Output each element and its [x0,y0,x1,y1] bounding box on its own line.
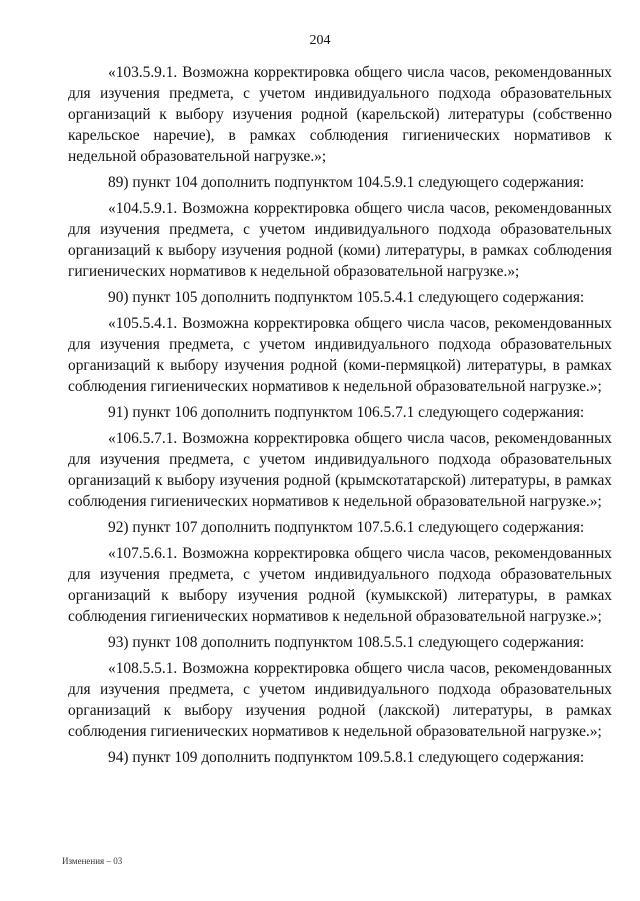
paragraph-instruction-93: 93) пункт 108 дополнить подпунктом 108.5.5.1 следующего содержания: [108,634,585,651]
paragraph-instruction-92: 92) пункт 107 дополнить подпунктом 107.5.6.1 следующего содержания: [108,519,585,536]
paragraph-quote-108: «108.5.5.1. Возможна корректировка общего числа часов, рекомендованных для изучения предмета, с учетом индивидуального подхода образовательных организаций к выбору изучения родной (лакской) литературы, в рамках соблюдения гигиенических нормативов к недельной образовательной нагрузке.»; [68,660,612,740]
document-body [68,62,612,773]
paragraph-instruction-94: 94) пункт 109 дополнить подпунктом 109.5.8.1 следующего содержания: [108,749,585,766]
paragraph-quote-104: «104.5.9.1. Возможна корректировка общего числа часов, рекомендованных для изучения предмета, с учетом индивидуального подхода образовательных организаций к выбору изучения родной (коми) литературы, в рамках соблюдения гигиенических нормативов к недельной образовательной нагрузке.»; [68,200,612,280]
paragraph-quote-106: «106.5.7.1. Возможна корректировка общего числа часов, рекомендованных для изучения предмета, с учетом индивидуального подхода образовательных организаций к выбору изучения родной (крымскотатарской) литературы, в рамках соблюдения гигиенических нормативов к недельной образовательной нагрузке.»; [68,430,612,510]
paragraph-instruction-89: 89) пункт 104 дополнить подпунктом 104.5.9.1 следующего содержания: [108,174,585,191]
paragraph-quote-103: «103.5.9.1. Возможна корректировка общего числа часов, рекомендованных для изучения предмета, с учетом индивидуального подхода образовательных организаций к выбору изучения родной (карельской) литературы (собственно карельское наречие), в рамках соблюдения гигиенических нормативов к недельной образовательной нагрузке.»; [68,64,612,165]
footer-note: Изменения – 03 [62,856,123,866]
paragraph-quote-105: «105.5.4.1. Возможна корректировка общего числа часов, рекомендованных для изучения предмета, с учетом индивидуального подхода образовательных организаций к выбору изучения родной (коми-пермяцкой) литературы, в рамках соблюдения гигиенических нормативов к недельной образовательной нагрузке.»; [68,315,612,395]
paragraph-instruction-91: 91) пункт 106 дополнить подпунктом 106.5.7.1 следующего содержания: [108,404,585,421]
page-number: 204 [309,33,331,48]
paragraph-instruction-90: 90) пункт 105 дополнить подпунктом 105.5.4.1 следующего содержания: [108,289,585,306]
paragraph-quote-107: «107.5.6.1. Возможна корректировка общего числа часов, рекомендованных для изучения предмета, с учетом индивидуального подхода образовательных организаций к выбору изучения родной (кумыкской) литературы, в рамках соблюдения гигиенических нормативов к недельной образовательной нагрузке.»; [68,545,612,625]
